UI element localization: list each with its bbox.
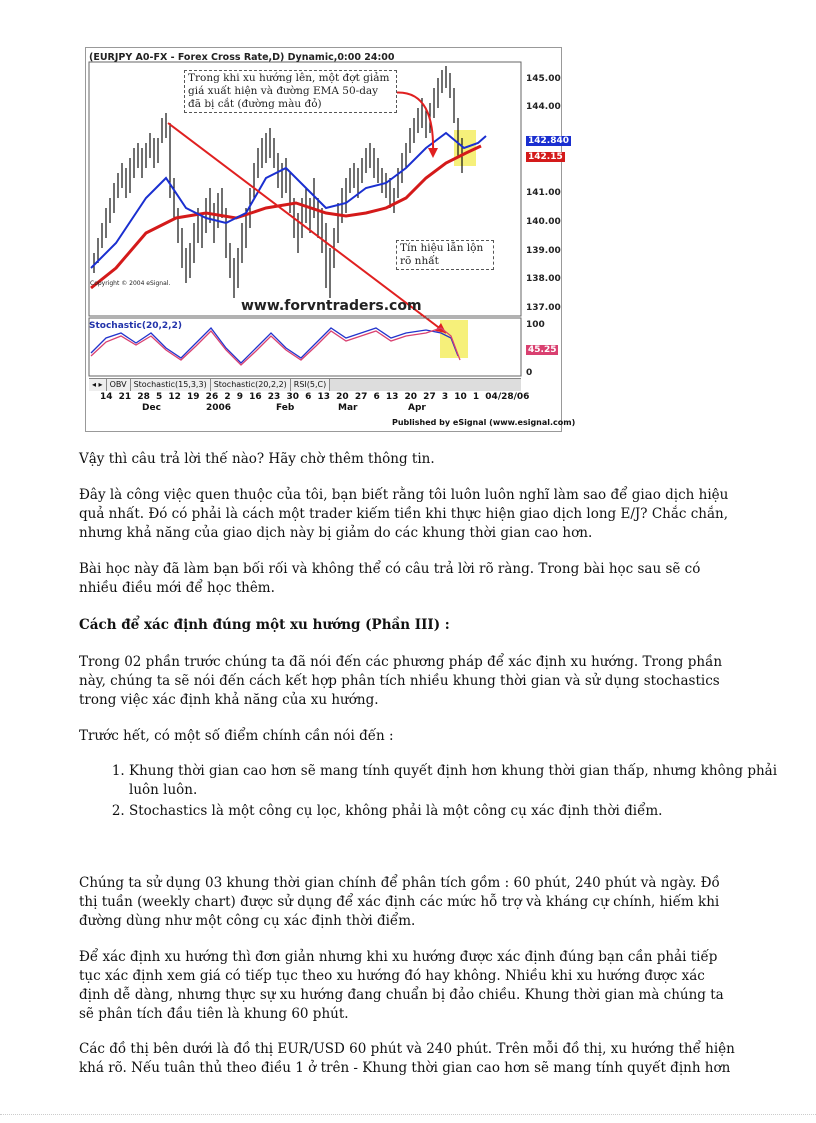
chart-title: (EURJPY A0-FX - Forex Cross Rate,D) Dynamic,0:00 24:00: [89, 52, 395, 63]
x-month: Dec: [142, 403, 161, 413]
publisher-credit: Published by eSignal (www.esignal.com): [392, 418, 576, 427]
highlight-stoch: [440, 320, 468, 358]
watermark: www.forvntraders.com: [241, 298, 422, 314]
price-label: 138.00: [526, 274, 561, 284]
paragraph-2: Đây là công việc quen thuộc của tôi, bạn biết rằng tôi luôn luôn nghĩ làm sao để giao dịch hiệu quả nhất. Đó có phải là cách một trader kiếm tiền khi thực hiện giao dịch long E/J? Chắc chắn, nhưng khả năng của giao dịch này bị giảm do các khung thời gian cao hơn.: [79, 487, 729, 541]
annotation-top: Trong khi xu hướng lên, một đợt giảm giá xuất hiện và đường EMA 50-day đã bị cắt (đường màu đỏ): [184, 70, 397, 113]
price-label-ema: 142.15: [528, 152, 563, 162]
x-month: Apr: [408, 403, 426, 413]
tab-stoch-20[interactable]: Stochastic(20,2,2): [211, 379, 291, 391]
paragraph-6: Chúng ta sử dụng 03 khung thời gian chính để phân tích gồm : 60 phút, 240 phút và ngày. Đồ thị tuần (weekly chart) được sử dụng để xác định các mức hỗ trợ và kháng cự chính, hiếm khi đường dùng như một công cụ xác định thời điểm.: [79, 875, 720, 929]
key-points-list: [79, 762, 789, 823]
x-month: 2006: [206, 403, 232, 413]
tab-scroll-left[interactable]: ◂ ▸: [89, 379, 107, 391]
tab-stoch-15[interactable]: Stochastic(15,3,3): [131, 379, 211, 391]
stoch-title: Stochastic(20,2,2): [89, 321, 182, 331]
tab-obv[interactable]: OBV: [107, 379, 131, 391]
price-label-current: 142.840: [528, 136, 569, 146]
copyright: Copyright © 2004 eSignal.: [90, 280, 171, 287]
trend-arrow-2: [391, 92, 433, 153]
stoch-label-current: 45.25: [528, 345, 557, 355]
price-label: 145.00: [526, 74, 561, 84]
price-label: 137.00: [526, 303, 561, 313]
paragraph-5: Trước hết, có một số điểm chính cần nói đến :: [79, 728, 394, 744]
tab-rsi[interactable]: RSI(5,C): [291, 379, 330, 391]
forex-chart-image: [85, 47, 576, 432]
annotation-right: Tín hiệu lẫn lộn rõ nhất: [396, 240, 494, 270]
price-label: 144.00: [526, 102, 561, 112]
list-item: 2. Stochastics là một công cụ lọc, không phải là một công cụ xác định thời điểm.: [129, 802, 789, 821]
price-label: 141.00: [526, 188, 561, 198]
paragraph-3: Bài học này đã làm bạn bối rối và không thể có câu trả lời rõ ràng. Trong bài học sau sẽ có nhiều điều mới để học thêm.: [79, 561, 701, 596]
x-month: Mar: [338, 403, 358, 413]
price-label: 139.00: [526, 246, 561, 256]
x-month: Feb: [276, 403, 295, 413]
paragraph-4: Trong 02 phần trước chúng ta đã nói đến các phương pháp để xác định xu hướng. Trong phần này, chúng ta sẽ nói đến cách kết hợp phân tích nhiều khung thời gian và sử dụng stochastics trong việc xác định khả năng của xu hướng.: [79, 654, 723, 708]
price-label: 140.00: [526, 217, 561, 227]
x-day-ticks: 14 21 28 5 12 19 26 2 9 16 23 30 6 13 20 27 6 13 20 27 3 10 1 04/28/06: [100, 392, 530, 402]
section-heading: Cách để xác định đúng một xu hướng (Phần III) :: [79, 617, 450, 633]
paragraph-8: Các đồ thị bên dưới là đồ thị EUR/USD 60 phút và 240 phút. Trên mỗi đồ thị, xu hướng thể hiện khá rõ. Nếu tuân thủ theo điều 1 ở trên - Khung thời gian cao hơn sẽ mang tính quyết định hơn: [79, 1041, 735, 1076]
page-divider: [0, 1114, 816, 1115]
stoch-label: 100: [526, 320, 545, 330]
stoch-label: 0: [526, 368, 533, 378]
indicator-tabs: [89, 378, 521, 391]
stoch-line-a: [91, 328, 458, 363]
list-item: 1. Khung thời gian cao hơn sẽ mang tính quyết định hơn khung thời gian thấp, nhưng không phải luôn luôn.: [129, 762, 789, 800]
paragraph-1: Vậy thì câu trả lời thế nào? Hãy chờ thêm thông tin.: [79, 451, 435, 467]
paragraph-7: Để xác định xu hướng thì đơn giản nhưng khi xu hướng được xác định đúng bạn cần phải tiếp tục xác định xem giá có tiếp tục theo xu hướng đó hay không. Nhiều khi xu hướng được xác định dễ dàng, nhưng thực sự xu hướng đang chuẩn bị đảo chiều. Khung thời gian mà chúng ta sẽ phân tích đầu tiên là khung 60 phút.: [79, 949, 724, 1022]
